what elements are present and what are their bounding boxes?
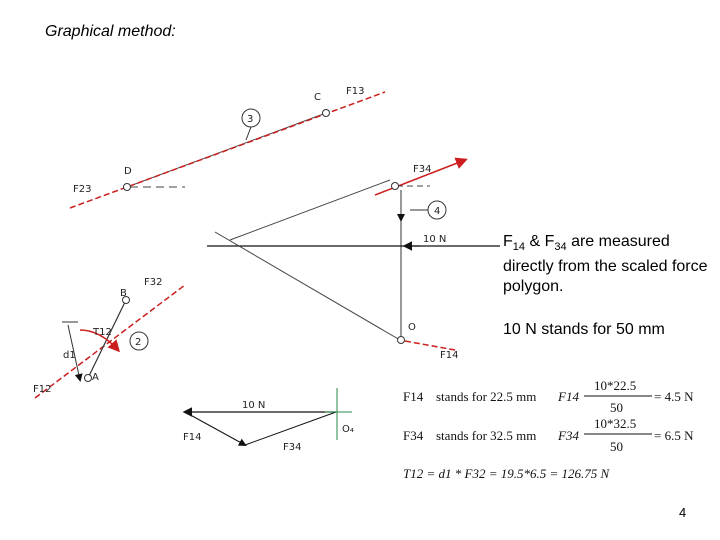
link-bd-long — [215, 232, 400, 340]
label-f34-lower: F34 — [283, 442, 302, 453]
measurement-note — [503, 232, 708, 340]
label-f23: F23 — [73, 184, 92, 195]
joint-d — [124, 184, 131, 191]
link-bd-long2 — [230, 180, 390, 240]
note-line1: $F_{14}$ & $F_{34}$ are measured directly from the scaled force polygon. — [503, 233, 708, 296]
joint-o4-top — [392, 183, 399, 190]
note-line2: 10 N stands for 50 mm — [503, 321, 665, 339]
eq1-label: F14 — [403, 389, 424, 404]
label-a: A — [92, 372, 99, 383]
eq1-res: = 4.5 N — [654, 389, 694, 404]
force-line-f14 — [405, 341, 455, 350]
label-f12: F12 — [33, 384, 52, 395]
slide-title: Graphical method: — [45, 23, 176, 40]
eq1-num: 10*22.5 — [594, 378, 637, 393]
label-c: C — [314, 92, 321, 103]
eq1-f: F14 — [558, 389, 579, 404]
label-b: B — [120, 288, 127, 299]
eq1-den: 50 — [610, 400, 623, 415]
label-2: 2 — [135, 337, 142, 348]
label-3: 3 — [247, 114, 254, 125]
joint-o — [398, 337, 405, 344]
label-o: O — [408, 322, 416, 333]
joint-a — [85, 375, 92, 382]
eq2-f: F34 — [558, 428, 579, 443]
eq1-text: stands for 22.5 mm — [436, 389, 537, 404]
eq2-res: = 6.5 N — [654, 428, 694, 443]
label-t12: T12 — [93, 327, 112, 338]
eq2-den: 50 — [610, 439, 623, 454]
eq2-text: stands for 32.5 mm — [436, 428, 537, 443]
label-10n-lower: 10 N — [242, 400, 266, 411]
eq2-label: F34 — [403, 428, 424, 443]
force-f34-lower — [245, 412, 336, 445]
force-line-f23-f13 — [70, 92, 385, 208]
joint-c — [323, 110, 330, 117]
label-4: 4 — [434, 206, 441, 217]
label-d: D — [124, 166, 132, 177]
label-f13: F13 — [346, 86, 365, 97]
label-f34: F34 — [413, 164, 432, 175]
label-f14-lower: F14 — [183, 432, 202, 443]
label-f32: F32 — [144, 277, 163, 288]
page-number: 4 — [679, 505, 687, 520]
label-d1: d1 — [63, 350, 76, 361]
label-o4: O₄ — [342, 424, 354, 435]
eq3: T12 = d1 * F32 = 19.5*6.5 = 126.75 N — [403, 466, 610, 481]
eq2-num: 10*32.5 — [594, 416, 637, 431]
label-10n-upper: 10 N — [423, 234, 447, 245]
label-f14: F14 — [440, 350, 459, 361]
